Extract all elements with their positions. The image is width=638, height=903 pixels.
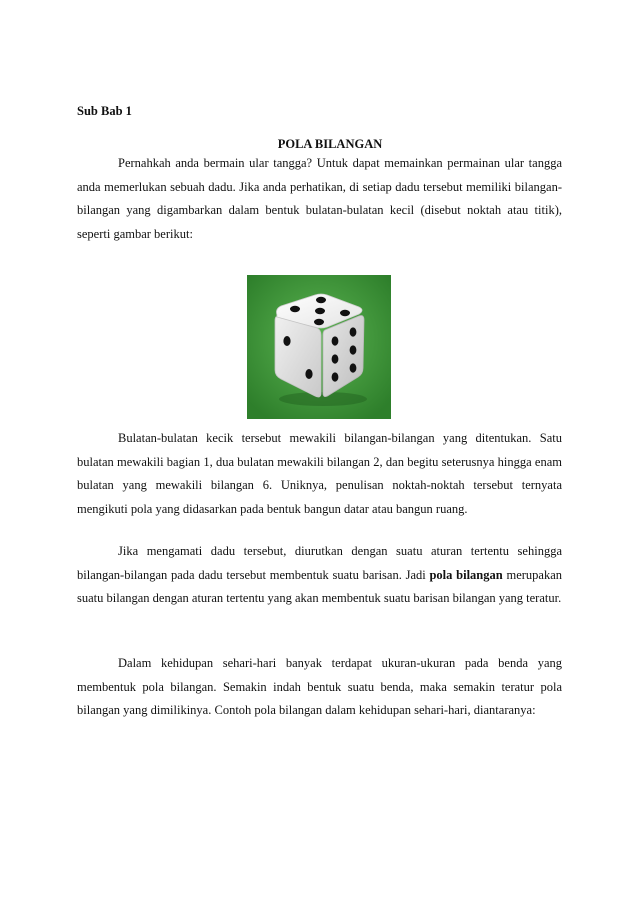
paragraph-definition-end: merupakan suatu bilangan dengan aturan tertentu yang akan membentuk suatu barisan bilangan yang teratur. [77, 567, 563, 605]
chapter-title: POLA BILANGAN [277, 137, 383, 151]
paragraph-definition-start: Jika mengamati dadu tersebut, diurutkan dengan suatu aturan tertentu sehingga bilangan-bilangan pada dadu tersebut membentuk suatu barisan. Jadi [77, 544, 562, 582]
paragraph-daily-life: Dalam kehidupan sehari-hari banyak terdapat ukuran-ukuran pada benda yang membentuk pola bilangan. Semakin indah bentuk suatu benda, maka semakin teratur pola bilangan yang dimilikinya. Contoh pola bilangan dalam kehidupan sehari-hari, diantaranya: [77, 656, 562, 717]
paragraph-definition [77, 540, 562, 611]
dice-icon [247, 275, 391, 419]
sub-bab-heading: Sub Bab 1 [77, 104, 132, 118]
paragraph-intro: Pernahkah anda bermain ular tangga? Untuk dapat memainkan permainan ular tangga anda memerlukan sebuah dadu. Jika anda perhatikan, di setiap dadu tersebut memiliki bilangan-bilangan yang digambarkan dalam bentuk bulatan-bulatan kecil (disebut noktah atau titik), seperti gambar berikut: [77, 156, 562, 241]
paragraph-bulatan: Bulatan-bulatan kecik tersebut mewakili bilangan-bilangan yang ditentukan. Satu bulatan mewakili bagian 1, dua bulatan mewakili bilangan 2, dan begitu seterusnya hingga enam bulatan yang mewakili bilangan 6. Uniknya, penulisan noktah-noktah tersebut ternyata mengikuti pola yang didasarkan pada bentuk bangun datar atau bangun ruang. [77, 431, 562, 516]
term-pola-bilangan: pola bilangan [429, 567, 503, 582]
dice-image [247, 275, 391, 419]
